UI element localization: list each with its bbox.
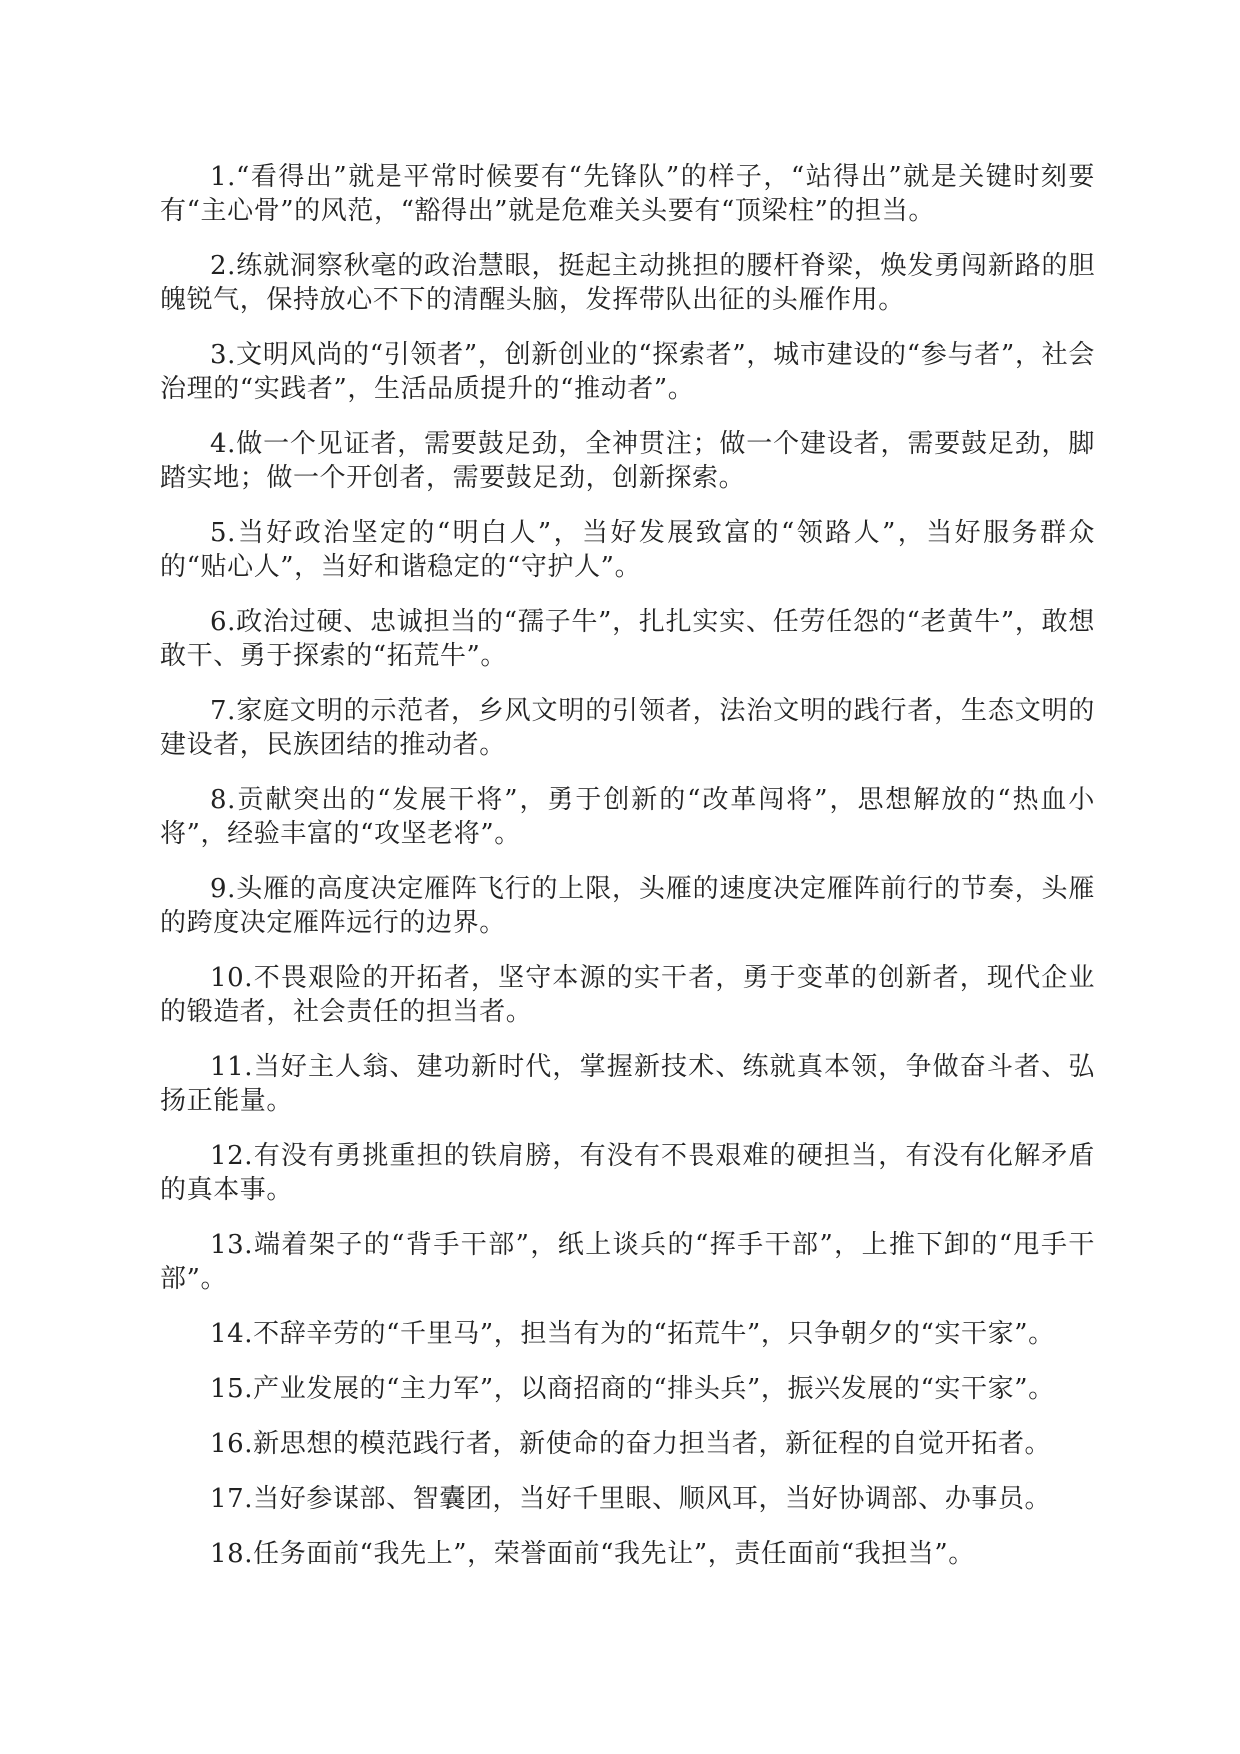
- list-item: 5.当好政治坚定的“明白人”，当好发展致富的“领路人”，当好服务群众的“贴心人”，当好和谐稳定的“守护人”。: [160, 518, 1095, 582]
- list-item: 14.不辞辛劳的“千里马”，担当有为的“拓荒牛”，只争朝夕的“实干家”。: [210, 1319, 1055, 1349]
- list-item: 2.练就洞察秋毫的政治慧眼，挺起主动挑担的腰杆脊梁，焕发勇闯新路的胆魄锐气，保持放心不下的清醒头脑，发挥带队出征的头雁作用。: [160, 251, 1095, 315]
- list-item: 12.有没有勇挑重担的铁肩膀，有没有不畏艰难的硬担当，有没有化解矛盾的真本事。: [160, 1141, 1095, 1205]
- list-item: 11.当好主人翁、建功新时代，掌握新技术、练就真本领，争做奋斗者、弘扬正能量。: [160, 1052, 1095, 1116]
- list-item: 7.家庭文明的示范者，乡风文明的引领者，法治文明的践行者，生态文明的建设者，民族团结的推动者。: [160, 696, 1095, 760]
- list-item: 3.文明风尚的“引领者”，创新创业的“探索者”，城市建设的“参与者”，社会治理的“实践者”，生活品质提升的“推动者”。: [160, 340, 1095, 404]
- list-item: 4.做一个见证者，需要鼓足劲，全神贯注；做一个建设者，需要鼓足劲，脚踏实地；做一个开创者，需要鼓足劲，创新探索。: [160, 429, 1095, 493]
- list-item: 16.新思想的模范践行者，新使命的奋力担当者，新征程的自觉开拓者。: [210, 1429, 1052, 1459]
- list-item: 6.政治过硬、忠诚担当的“孺子牛”，扎扎实实、任劳任怨的“老黄牛”，敢想敢干、勇于探索的“拓荒牛”。: [160, 607, 1095, 671]
- list-item: 10.不畏艰险的开拓者，坚守本源的实干者，勇于变革的创新者，现代企业的锻造者，社会责任的担当者。: [160, 963, 1095, 1027]
- list-item: 15.产业发展的“主力军”，以商招商的“排头兵”，振兴发展的“实干家”。: [210, 1374, 1055, 1404]
- list-item: 1.“看得出”就是平常时候要有“先锋队”的样子，“站得出”就是关键时刻要有“主心骨”的风范，“豁得出”就是危难关头要有“顶梁柱”的担当。: [160, 162, 1095, 226]
- list-item: 13.端着架子的“背手干部”，纸上谈兵的“挥手干部”，上推下卸的“甩手干部”。: [160, 1230, 1095, 1294]
- list-item: 9.头雁的高度决定雁阵飞行的上限，头雁的速度决定雁阵前行的节奏，头雁的跨度决定雁阵远行的边界。: [160, 874, 1095, 938]
- document-body: [160, 160, 1095, 1592]
- list-item: 8.贡献突出的“发展干将”，勇于创新的“改革闯将”，思想解放的“热血小将”，经验丰富的“攻坚老将”。: [160, 785, 1095, 849]
- list-item: 18.任务面前“我先上”，荣誉面前“我先让”，责任面前“我担当”。: [210, 1539, 975, 1569]
- list-item: 17.当好参谋部、智囊团，当好千里眼、顺风耳，当好协调部、办事员。: [210, 1484, 1052, 1514]
